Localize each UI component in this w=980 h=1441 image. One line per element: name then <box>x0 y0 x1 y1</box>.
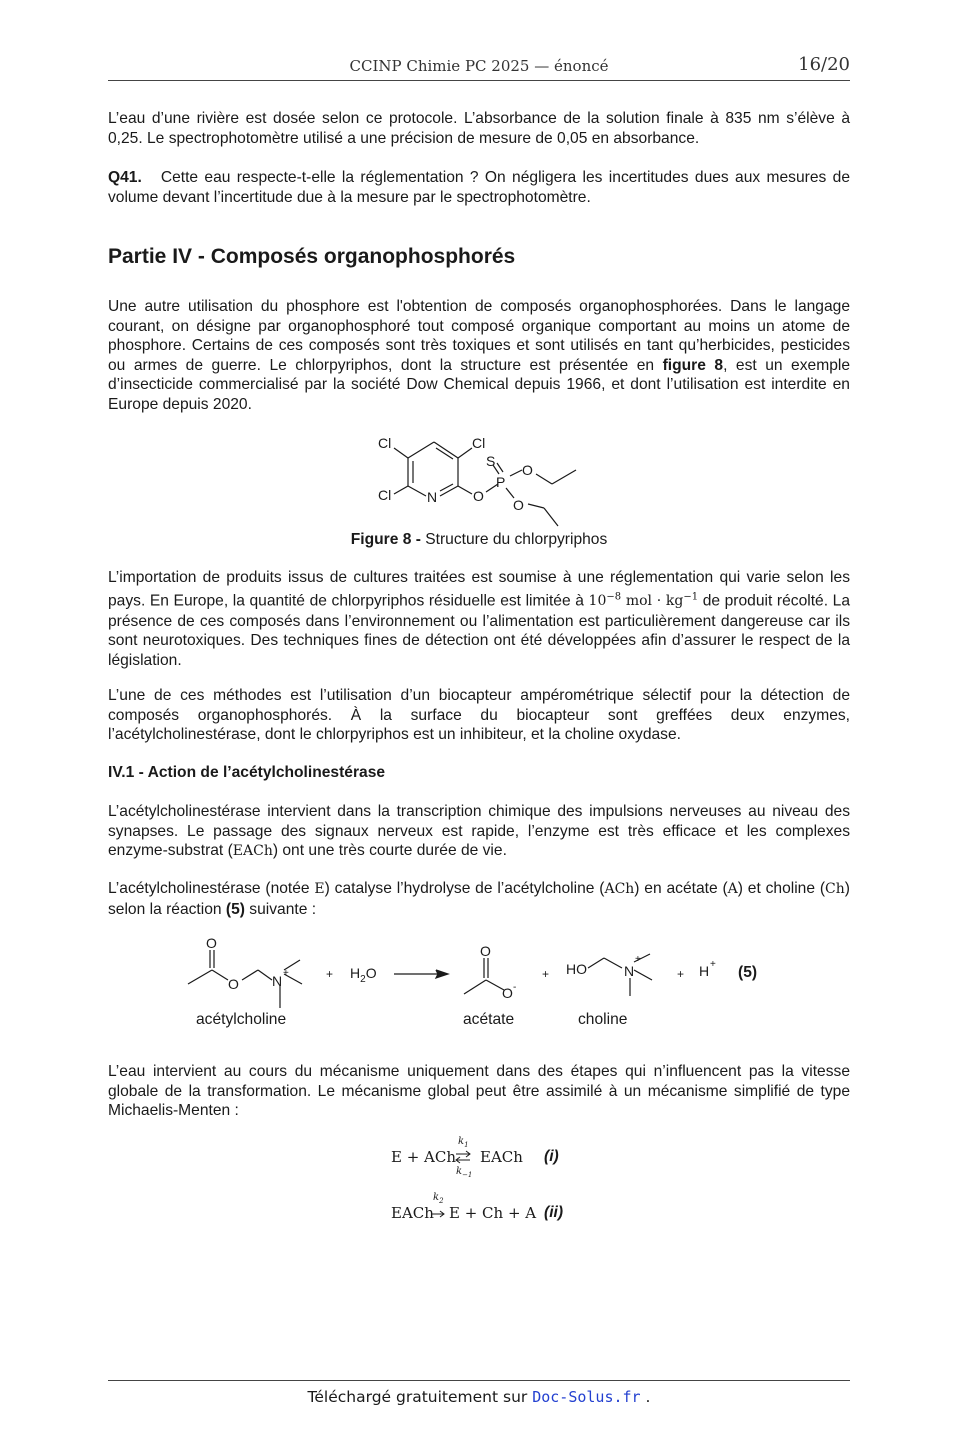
bond <box>440 486 458 496</box>
atom-o: O <box>228 976 239 992</box>
bond <box>634 970 652 980</box>
bond <box>408 486 426 496</box>
step-ii-tag: (ii) <box>544 1204 564 1221</box>
text-span: L’acétylcholinestérase intervient dans la transcription chimique des impulsions nerveuses au niveau des synapses. Le passage des signaux nerveux est rapide, l’enzyme est très efficace et les complexes enzyme-substrat ( <box>108 803 850 860</box>
bond <box>258 970 272 980</box>
arrow-head <box>436 970 448 978</box>
bond <box>604 958 622 968</box>
rate-k: k <box>456 1166 463 1177</box>
page-number: 16/20 <box>798 54 850 75</box>
bond <box>536 474 552 484</box>
rate-constant <box>456 1166 472 1179</box>
reaction-reference: (5) <box>225 900 245 918</box>
bond <box>408 442 434 458</box>
math-symbol: Ch <box>825 881 845 897</box>
paragraph-protocol: L’eau d’une rivière est dosée selon ce protocole. L’absorbance de la solution finale à 835 nm s’élève à 0,25. Le spectrophotomètre utilisé a une précision de mesure de 0,05 en absorbance. <box>108 110 850 147</box>
text-span: L’importation de produits issus de cultures traitées est soumise à une réglementation qui varie selon les pays. En Europe, la quantité de chlorpyriphos résiduelle est limitée à <box>108 569 850 610</box>
math-base: 10 <box>588 593 607 610</box>
mechanism-step-ii <box>391 1194 591 1228</box>
bond <box>544 508 558 526</box>
step-i-reactants: E + ACh <box>391 1148 457 1166</box>
text-span: ) en acétate ( <box>634 880 728 897</box>
rate-sub: −1 <box>462 1171 473 1179</box>
part-title: Partie IV - Composés organophosphorés <box>108 245 516 268</box>
atom-cl: Cl <box>378 435 392 451</box>
atom-h: H <box>350 965 361 981</box>
math-unit: mol · kg <box>621 593 684 610</box>
paragraph-reglementation <box>108 568 850 671</box>
atom-p: P <box>496 474 506 490</box>
bond <box>458 486 472 494</box>
water <box>350 965 377 985</box>
atom-s: S <box>486 453 496 469</box>
math-exponent: −8 <box>606 591 622 603</box>
step-i-tag: (i) <box>544 1148 559 1165</box>
bond <box>528 504 544 508</box>
atom-n: N <box>624 963 635 979</box>
subscript: 2 <box>360 974 366 985</box>
text-span: suivante : <box>244 900 317 918</box>
section-title: IV.1 - Action de l’acétylcholinestérase <box>108 764 386 781</box>
atom-cl: Cl <box>378 487 392 503</box>
header-title: CCINP Chimie PC 2025 — énoncé <box>349 57 609 75</box>
paragraph-organophosphores <box>108 297 850 415</box>
bond <box>212 970 228 980</box>
reaction-tag: (5) <box>738 964 758 981</box>
footer-rule <box>108 1380 850 1381</box>
bond <box>497 463 503 472</box>
atom-o: O <box>480 943 491 959</box>
paragraph-michaelis-menten: L’eau intervient au cours du mécanisme uniquement dans des étapes qui n’influencent pas la vitesse globale de la transformation. Le mécanisme global peut être assimilé à un mécanisme simplifié de type Michaelis-Menten : <box>108 1063 850 1120</box>
text-span: ) ont une très courte durée de vie. <box>272 842 507 860</box>
bond <box>464 980 486 994</box>
bond <box>394 448 408 458</box>
math-symbol: ACh <box>604 881 635 897</box>
charge: + <box>283 968 289 979</box>
text-span: L’acétylcholinestérase (notée <box>108 880 315 897</box>
page-header <box>108 52 850 81</box>
bond <box>394 486 408 494</box>
text-span: ) et choline ( <box>737 880 826 897</box>
atom-o: O <box>206 935 217 951</box>
text-span: ) catalyse l’hydrolyse de l’acétylcholine ( <box>324 880 605 897</box>
chlorpyriphos-structure <box>360 428 600 530</box>
rate-k: k <box>433 1192 440 1203</box>
question-q41 <box>108 168 850 207</box>
question-label: Q41. <box>108 169 142 186</box>
text-span: , est un exemple d’insecticide commercialisé par la société Dow Chemical depuis 1966, et dont l’utilisation est interdite en Europe depuis 2020. <box>108 356 850 413</box>
math-symbol: E <box>314 881 325 897</box>
text-span: de produit récolté. La présence de ces composés dans l’environnement ou l’alimentation est particulièrement dangereuse car ils sont neurotoxiques. Des techniques fines de détection ont été développées afin d’assurer le respect de la législation. <box>108 592 850 670</box>
bond <box>588 958 604 968</box>
figure-reference: figure 8 <box>662 356 724 374</box>
bond <box>510 470 522 476</box>
rate-sub: 2 <box>439 1197 444 1205</box>
math-symbol: A <box>727 881 738 897</box>
text-span: ) selon la réaction <box>108 880 850 918</box>
atom-n: N <box>427 489 438 505</box>
rate-k: k <box>458 1136 465 1147</box>
figure-caption-label: Figure 8 - <box>350 531 421 548</box>
math-symbol: EACh <box>232 843 273 860</box>
paragraph-hydrolyse <box>108 879 850 919</box>
atom-cl: Cl <box>472 435 486 451</box>
rate-sub: 1 <box>464 1141 469 1149</box>
paragraph-acetylcholinesterase <box>108 802 850 862</box>
bond <box>458 448 472 458</box>
atom-o: O <box>473 488 484 504</box>
math-limit <box>589 593 699 609</box>
plus-sign: + <box>677 967 685 981</box>
label-acetate: acétate <box>463 1011 515 1028</box>
question-text: Cette eau respecte-t-elle la réglementation ? On négligera les incertitudes dues aux mesures de volume devant l’incertitude due à la mesure par le spectrophotomètre. <box>108 169 850 206</box>
atom-o: O <box>365 965 377 981</box>
footer-link[interactable]: Doc-Solus.fr <box>532 1388 641 1406</box>
figure-caption-text: Structure du chlorpyriphos <box>420 531 608 548</box>
bond <box>434 442 458 458</box>
atom-ho: HO <box>566 961 587 977</box>
step-i-product: EACh <box>480 1148 523 1166</box>
atom-h: H <box>699 963 710 979</box>
math-exponent: −1 <box>683 591 699 603</box>
atom-o: O <box>502 985 513 1001</box>
rate-constant <box>433 1192 444 1205</box>
step-ii-products: E + Ch + A <box>449 1204 537 1222</box>
mechanism-step-i <box>391 1138 591 1180</box>
paragraph-biocapteur: L’une de ces méthodes est l’utilisation d’un biocapteur ampérométrique sélectif pour la détection de composés organophosphorés. À la surface du biocapteur sont greffées deux enzymes, l’acétylcholinestérase, dont le chlorpyriphos est un inhibiteur, et la choline oxydase. <box>108 687 850 744</box>
label-acetylcholine: acétylcholine <box>196 1011 287 1028</box>
atom-n: N <box>272 973 283 989</box>
plus-sign: + <box>326 967 334 981</box>
footer-text: Téléchargé gratuitement sur <box>307 1388 533 1406</box>
footer-dot: . <box>640 1388 651 1406</box>
figure-caption <box>108 530 850 550</box>
bond <box>188 970 212 984</box>
charge: + <box>635 954 641 965</box>
atom-o: O <box>522 462 533 478</box>
charge: - <box>513 982 517 993</box>
text-span: Une autre utilisation du phosphore est l'obtention de composés organophosphorées. Dans le langage courant, on désigne par organophosphoré tout composé organique comportant au moins un atome de phosphore. Certains de ces composés sont très toxiques et sont utilisés en tant qu’herbicides, pesticides ou armes de guerre. Le chlorpyriphos, dont la structure est présentée en <box>108 298 850 374</box>
equilibrium-arrows-icon <box>455 1150 471 1164</box>
rate-constant <box>458 1136 469 1149</box>
label-choline: choline <box>578 1011 628 1028</box>
footer <box>108 1388 850 1406</box>
step-ii-reactant: EACh <box>391 1204 434 1222</box>
arrow-right-icon <box>431 1210 445 1218</box>
charge: + <box>710 959 716 970</box>
atom-o: O <box>513 497 524 513</box>
bond <box>242 970 258 980</box>
bond <box>552 470 576 484</box>
plus-sign: + <box>542 967 550 981</box>
